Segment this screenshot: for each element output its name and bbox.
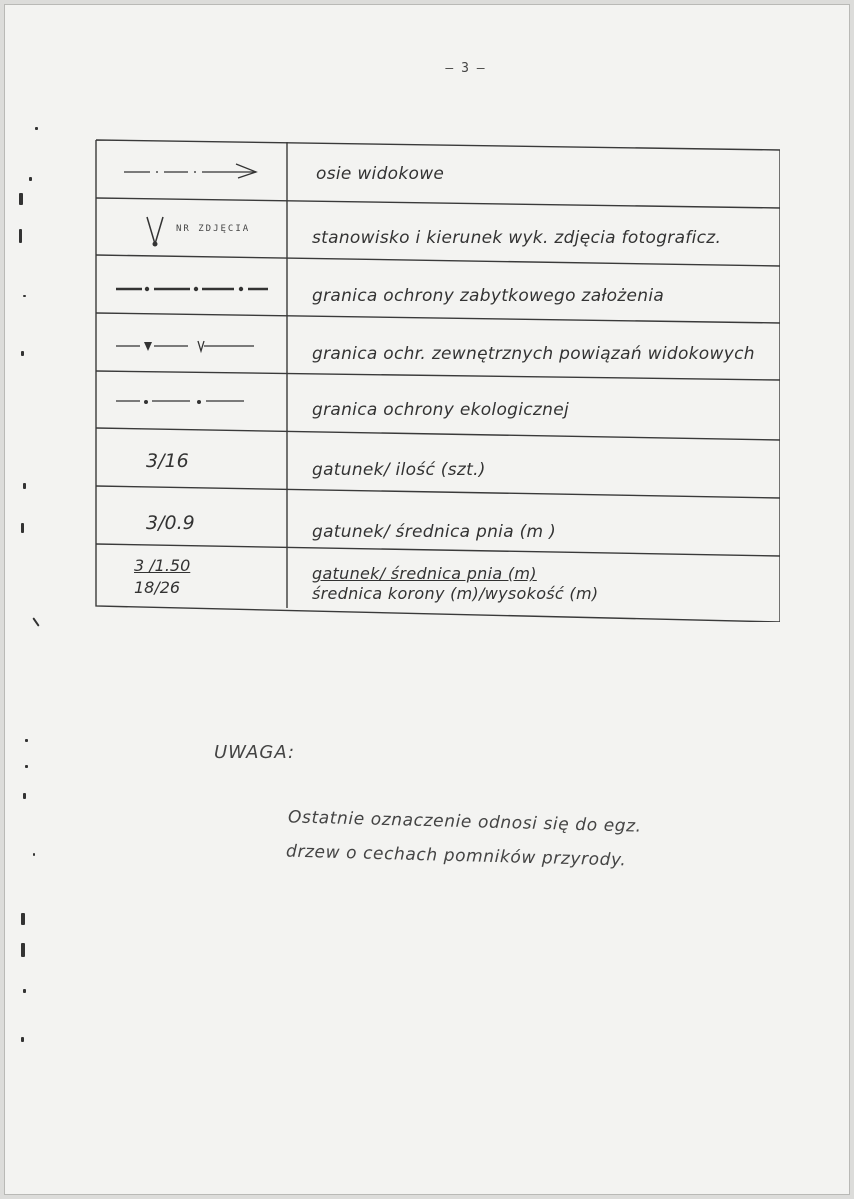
note-line-2: drzew o cechach pomników przyrody. bbox=[285, 841, 627, 871]
legend-row-7-text: gatunek/ średnica pnia (m ) bbox=[312, 522, 557, 542]
legend-row-3-text: granica ochrony zabytkowego założenia bbox=[312, 286, 665, 306]
legend-table-grid bbox=[94, 138, 780, 622]
photo-marker-icon bbox=[144, 214, 170, 250]
page-number: — 3 — bbox=[445, 61, 485, 76]
legend-row-1-text: osie widokowe bbox=[316, 164, 445, 184]
legend-row-7-code: 3/0.9 bbox=[146, 512, 195, 534]
scan-speck bbox=[21, 943, 25, 957]
scan-speck bbox=[23, 295, 26, 297]
note-title: UWAGA: bbox=[214, 742, 296, 763]
scan-speck bbox=[21, 351, 24, 356]
scan-speck bbox=[29, 177, 32, 181]
legend-table bbox=[94, 138, 780, 622]
heritage-boundary-icon bbox=[114, 282, 274, 296]
scan-speck bbox=[19, 229, 22, 243]
legend-row-8-code-top: 3 /1.50 bbox=[134, 556, 191, 575]
legend-row-4-text: granica ochr. zewnętrznych powiązań widokowych bbox=[312, 344, 755, 364]
legend-row-8-text-bottom: średnica korony (m)/wysokość (m) bbox=[312, 584, 599, 603]
photo-marker-caption: NR ZDJĘCIA bbox=[176, 224, 251, 234]
scan-speck bbox=[21, 913, 25, 925]
legend-row-2-text: stanowisko i kierunek wyk. zdjęcia fotograficz. bbox=[312, 228, 722, 248]
scan-speck bbox=[23, 483, 26, 489]
legend-row-5-text: granica ochrony ekologicznej bbox=[312, 400, 569, 420]
legend-row-6-text: gatunek/ ilość (szt.) bbox=[312, 460, 486, 480]
scan-speck bbox=[32, 617, 39, 626]
legend-row-8-text-top: gatunek/ średnica pnia (m) bbox=[312, 564, 537, 583]
scan-speck bbox=[23, 793, 26, 799]
scan-speck bbox=[19, 193, 23, 205]
scan-speck bbox=[35, 127, 38, 130]
scan-speck bbox=[33, 853, 35, 856]
scan-speck bbox=[21, 1037, 24, 1042]
scan-speck bbox=[21, 523, 24, 533]
scan-speck bbox=[23, 989, 26, 993]
external-view-boundary-icon bbox=[114, 338, 264, 354]
ecological-boundary-icon bbox=[114, 394, 254, 408]
view-axis-arrow-icon bbox=[122, 160, 262, 180]
scan-speck bbox=[25, 739, 28, 742]
legend-row-8-code-bottom: 18/26 bbox=[134, 578, 181, 597]
legend-row-6-code: 3/16 bbox=[146, 450, 189, 472]
note-line-1: Ostatnie oznaczenie odnosi się do egz. bbox=[287, 807, 642, 837]
scan-speck bbox=[25, 765, 28, 768]
